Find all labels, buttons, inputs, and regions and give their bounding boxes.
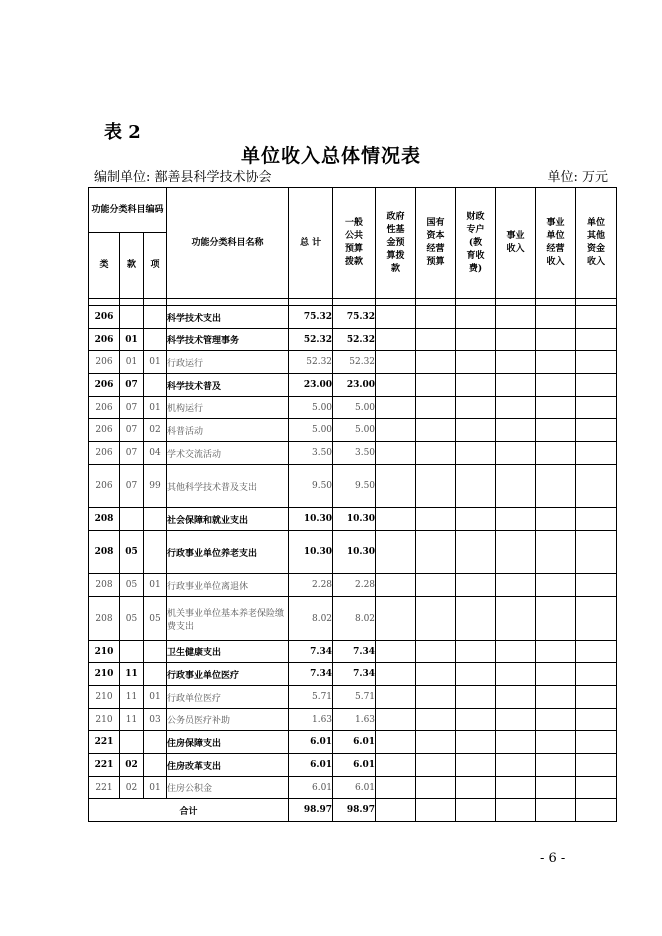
cell-lei: 208	[89, 531, 120, 574]
cell-empty	[576, 442, 617, 465]
cell-empty	[496, 574, 536, 597]
cell-empty	[536, 686, 576, 709]
cell-kuan: 07	[120, 465, 144, 508]
table-row	[89, 351, 617, 374]
cell-empty	[576, 351, 617, 374]
cell-empty	[576, 663, 617, 686]
cell-kuan	[120, 731, 144, 754]
cell-xiang	[144, 508, 167, 531]
cell-empty	[376, 777, 416, 799]
header-special-edu: 财政专户(教育收费)	[466, 211, 485, 274]
cell-empty	[416, 329, 456, 351]
cell-empty	[416, 419, 456, 442]
cell-empty	[376, 709, 416, 731]
cell-kuan: 01	[120, 329, 144, 351]
cell-total: 23.00	[289, 374, 333, 397]
cell-empty	[536, 465, 576, 508]
cell-xiang: 03	[144, 709, 167, 731]
header-code-group: 功能分类科目编码	[89, 188, 167, 233]
cell-empty	[376, 686, 416, 709]
cell-empty	[376, 597, 416, 641]
cell-total: 6.01	[289, 754, 333, 777]
cell-empty	[456, 663, 496, 686]
cell-xiang: 02	[144, 419, 167, 442]
cell-empty	[456, 641, 496, 663]
compiler-unit: 编制单位: 鄯善县科学技术协会	[94, 170, 272, 185]
cell-lei: 208	[89, 574, 120, 597]
cell-empty	[496, 531, 536, 574]
cell-general: 5.00	[333, 419, 376, 442]
cell-empty	[456, 686, 496, 709]
cell-name: 住房改革支出	[167, 754, 289, 777]
cell-lei: 221	[89, 777, 120, 799]
cell-empty	[456, 574, 496, 597]
cell-empty	[376, 306, 416, 329]
header-other-income: 单位其他资金收入	[587, 218, 606, 267]
cell-name: 科普活动	[167, 419, 289, 442]
table-row	[89, 374, 617, 397]
cell-lei: 210	[89, 663, 120, 686]
cell-name: 科学技术普及	[167, 374, 289, 397]
cell-empty	[496, 419, 536, 442]
table-row	[89, 531, 617, 574]
cell-total: 2.28	[289, 574, 333, 597]
cell-empty	[376, 531, 416, 574]
cell-empty	[536, 641, 576, 663]
cell-kuan	[120, 508, 144, 531]
cell-empty	[416, 531, 456, 574]
cell-name: 公务员医疗补助	[167, 709, 289, 731]
cell-total: 3.50	[289, 442, 333, 465]
cell-empty	[496, 306, 536, 329]
cell-general: 52.32	[333, 329, 376, 351]
cell-empty	[416, 465, 456, 508]
cell-kuan: 02	[120, 777, 144, 799]
cell-empty	[536, 777, 576, 799]
cell-xiang	[144, 641, 167, 663]
cell-general: 5.00	[333, 397, 376, 419]
cell-empty	[576, 641, 617, 663]
cell-general: 10.30	[333, 531, 376, 574]
cell-lei: 210	[89, 641, 120, 663]
cell-total: 10.30	[289, 508, 333, 531]
cell-empty	[496, 597, 536, 641]
cell-kuan: 01	[120, 351, 144, 374]
cell-kuan	[120, 641, 144, 663]
page-title: 单位收入总体情况表	[240, 145, 421, 167]
cell-empty	[376, 799, 416, 822]
cell-general: 5.71	[333, 686, 376, 709]
cell-total: 10.30	[289, 531, 333, 574]
cell-name: 其他科学技术普及支出	[167, 465, 289, 508]
cell-empty	[576, 731, 617, 754]
cell-xiang	[144, 374, 167, 397]
cell-general: 6.01	[333, 777, 376, 799]
cell-xiang	[144, 306, 167, 329]
cell-empty	[536, 731, 576, 754]
cell-empty	[536, 709, 576, 731]
table-row	[89, 686, 617, 709]
cell-lei: 206	[89, 374, 120, 397]
cell-empty	[456, 306, 496, 329]
cell-empty	[576, 597, 617, 641]
cell-total: 7.34	[289, 641, 333, 663]
cell-empty	[376, 574, 416, 597]
table-row	[89, 709, 617, 731]
cell-lei: 206	[89, 442, 120, 465]
cell-empty	[496, 641, 536, 663]
cell-kuan: 05	[120, 574, 144, 597]
cell-name: 住房公积金	[167, 777, 289, 799]
cell-name: 行政事业单位养老支出	[167, 531, 289, 574]
cell-lei: 206	[89, 465, 120, 508]
cell-xiang: 04	[144, 442, 167, 465]
cell-empty	[536, 351, 576, 374]
cell-empty	[576, 508, 617, 531]
cell-lei: 221	[89, 754, 120, 777]
cell-empty	[496, 799, 536, 822]
cell-empty	[376, 374, 416, 397]
cell-empty	[456, 419, 496, 442]
cell-empty	[456, 442, 496, 465]
table-row	[89, 777, 617, 799]
cell-general: 10.30	[333, 508, 376, 531]
cell-empty	[456, 329, 496, 351]
total-label: 合计	[89, 799, 289, 822]
cell-empty	[416, 574, 456, 597]
cell-total: 52.32	[289, 329, 333, 351]
cell-xiang: 99	[144, 465, 167, 508]
cell-empty	[496, 709, 536, 731]
cell-lei: 221	[89, 731, 120, 754]
cell-empty	[416, 597, 456, 641]
cell-empty	[576, 397, 617, 419]
cell-empty	[376, 351, 416, 374]
header-lei: 类	[89, 233, 120, 299]
cell-general: 52.32	[333, 351, 376, 374]
table-row	[89, 465, 617, 508]
cell-empty	[536, 754, 576, 777]
cell-empty	[496, 777, 536, 799]
cell-name: 机构运行	[167, 397, 289, 419]
cell-general: 6.01	[333, 754, 376, 777]
cell-kuan: 07	[120, 397, 144, 419]
cell-empty	[456, 597, 496, 641]
cell-empty	[416, 351, 456, 374]
header-name: 功能分类科目名称	[167, 188, 289, 299]
cell-name: 住房保障支出	[167, 731, 289, 754]
cell-empty	[536, 508, 576, 531]
header-gov-fund: 政府性基金预算拨款	[386, 211, 405, 274]
cell-xiang: 01	[144, 777, 167, 799]
cell-general: 9.50	[333, 465, 376, 508]
total-row	[89, 799, 617, 822]
cell-empty	[376, 731, 416, 754]
cell-empty	[496, 374, 536, 397]
cell-empty	[576, 465, 617, 508]
cell-empty	[456, 351, 496, 374]
cell-empty	[496, 465, 536, 508]
cell-empty	[576, 777, 617, 799]
cell-general: 1.63	[333, 709, 376, 731]
cell-empty	[576, 686, 617, 709]
cell-total: 5.71	[289, 686, 333, 709]
cell-name: 行政单位医疗	[167, 686, 289, 709]
cell-general: 3.50	[333, 442, 376, 465]
cell-empty	[536, 663, 576, 686]
cell-empty	[576, 374, 617, 397]
cell-xiang	[144, 531, 167, 574]
cell-lei: 206	[89, 329, 120, 351]
cell-general: 23.00	[333, 374, 376, 397]
cell-general: 7.34	[333, 663, 376, 686]
cell-empty	[416, 799, 456, 822]
cell-name: 学术交流活动	[167, 442, 289, 465]
header-xiang: 项	[144, 233, 167, 299]
cell-empty	[416, 442, 456, 465]
cell-name: 科学技术管理事务	[167, 329, 289, 351]
cell-empty	[576, 531, 617, 574]
cell-empty	[576, 754, 617, 777]
cell-empty	[496, 508, 536, 531]
cell-empty	[456, 397, 496, 419]
cell-xiang: 05	[144, 597, 167, 641]
cell-empty	[456, 508, 496, 531]
cell-name: 行政事业单位医疗	[167, 663, 289, 686]
cell-empty	[376, 397, 416, 419]
table-row	[89, 663, 617, 686]
cell-name: 行政运行	[167, 351, 289, 374]
cell-lei: 210	[89, 686, 120, 709]
cell-lei: 208	[89, 597, 120, 641]
cell-kuan: 02	[120, 754, 144, 777]
cell-name: 机关事业单位基本养老保险缴费支出	[167, 597, 289, 641]
header-state-capital: 国有资本经营预算	[426, 218, 445, 267]
total-total: 98.97	[289, 799, 333, 822]
cell-total: 9.50	[289, 465, 333, 508]
cell-empty	[376, 442, 416, 465]
cell-general: 8.02	[333, 597, 376, 641]
table-number: 表 2	[104, 122, 141, 143]
cell-empty	[456, 531, 496, 574]
cell-empty	[536, 419, 576, 442]
cell-xiang	[144, 754, 167, 777]
cell-kuan: 05	[120, 597, 144, 641]
cell-empty	[376, 754, 416, 777]
cell-empty	[536, 597, 576, 641]
cell-empty	[576, 709, 617, 731]
cell-lei: 206	[89, 351, 120, 374]
cell-empty	[576, 574, 617, 597]
cell-name: 社会保障和就业支出	[167, 508, 289, 531]
cell-empty	[456, 754, 496, 777]
cell-kuan: 11	[120, 709, 144, 731]
cell-total: 6.01	[289, 777, 333, 799]
cell-empty	[536, 574, 576, 597]
cell-xiang: 01	[144, 397, 167, 419]
cell-empty	[456, 731, 496, 754]
cell-empty	[576, 329, 617, 351]
cell-kuan	[120, 306, 144, 329]
cell-lei: 210	[89, 709, 120, 731]
cell-xiang: 01	[144, 574, 167, 597]
cell-empty	[416, 777, 456, 799]
currency-unit: 单位: 万元	[547, 170, 608, 185]
cell-empty	[576, 419, 617, 442]
cell-empty	[416, 306, 456, 329]
cell-empty	[376, 465, 416, 508]
cell-xiang: 01	[144, 686, 167, 709]
cell-empty	[416, 641, 456, 663]
cell-empty	[496, 351, 536, 374]
cell-lei: 206	[89, 419, 120, 442]
cell-xiang	[144, 731, 167, 754]
cell-total: 8.02	[289, 597, 333, 641]
header-kuan: 款	[120, 233, 144, 299]
cell-empty	[536, 397, 576, 419]
cell-empty	[496, 731, 536, 754]
cell-kuan: 07	[120, 442, 144, 465]
cell-name: 行政事业单位离退休	[167, 574, 289, 597]
cell-empty	[456, 799, 496, 822]
cell-empty	[456, 465, 496, 508]
table-row	[89, 329, 617, 351]
cell-xiang	[144, 663, 167, 686]
page-number: - 6 -	[540, 851, 566, 866]
cell-empty	[496, 686, 536, 709]
header-total: 总 计	[289, 188, 333, 299]
cell-total: 52.32	[289, 351, 333, 374]
header-general: 一般公共预算拨款	[345, 218, 364, 267]
cell-total: 6.01	[289, 731, 333, 754]
table-row	[89, 508, 617, 531]
cell-empty	[576, 306, 617, 329]
table-row	[89, 597, 617, 641]
cell-empty	[416, 754, 456, 777]
cell-empty	[416, 709, 456, 731]
cell-empty	[416, 397, 456, 419]
cell-general: 75.32	[333, 306, 376, 329]
table-row	[89, 442, 617, 465]
cell-lei: 208	[89, 508, 120, 531]
cell-empty	[376, 641, 416, 663]
cell-general: 7.34	[333, 641, 376, 663]
cell-empty	[376, 419, 416, 442]
cell-total: 1.63	[289, 709, 333, 731]
total-general: 98.97	[333, 799, 376, 822]
cell-total: 75.32	[289, 306, 333, 329]
cell-kuan: 07	[120, 374, 144, 397]
cell-total: 5.00	[289, 397, 333, 419]
cell-empty	[456, 709, 496, 731]
cell-empty	[376, 508, 416, 531]
cell-empty	[416, 374, 456, 397]
table-row	[89, 397, 617, 419]
cell-empty	[536, 531, 576, 574]
cell-kuan: 11	[120, 663, 144, 686]
cell-xiang	[144, 329, 167, 351]
cell-empty	[456, 777, 496, 799]
table-row	[89, 574, 617, 597]
cell-empty	[536, 306, 576, 329]
cell-empty	[496, 754, 536, 777]
table-row	[89, 641, 617, 663]
cell-total: 7.34	[289, 663, 333, 686]
cell-empty	[496, 397, 536, 419]
cell-empty	[496, 663, 536, 686]
cell-kuan: 07	[120, 419, 144, 442]
header-operating-income: 事业单位经营收入	[546, 218, 565, 267]
table-row	[89, 306, 617, 329]
cell-empty	[536, 374, 576, 397]
table-row	[89, 419, 617, 442]
cell-general: 6.01	[333, 731, 376, 754]
cell-general: 2.28	[333, 574, 376, 597]
cell-empty	[416, 663, 456, 686]
header-business-income: 事业收入	[506, 231, 525, 254]
cell-empty	[536, 442, 576, 465]
cell-empty	[376, 663, 416, 686]
cell-empty	[376, 329, 416, 351]
cell-empty	[496, 442, 536, 465]
cell-empty	[416, 686, 456, 709]
cell-empty	[416, 508, 456, 531]
table-row	[89, 731, 617, 754]
cell-name: 卫生健康支出	[167, 641, 289, 663]
cell-empty	[536, 329, 576, 351]
cell-xiang: 01	[144, 351, 167, 374]
cell-empty	[416, 731, 456, 754]
cell-empty	[456, 374, 496, 397]
cell-lei: 206	[89, 397, 120, 419]
cell-empty	[576, 799, 617, 822]
income-table	[88, 187, 617, 822]
cell-empty	[496, 329, 536, 351]
cell-lei: 206	[89, 306, 120, 329]
table-row	[89, 754, 617, 777]
cell-name: 科学技术支出	[167, 306, 289, 329]
cell-empty	[536, 799, 576, 822]
cell-kuan: 05	[120, 531, 144, 574]
cell-kuan: 11	[120, 686, 144, 709]
cell-total: 5.00	[289, 419, 333, 442]
